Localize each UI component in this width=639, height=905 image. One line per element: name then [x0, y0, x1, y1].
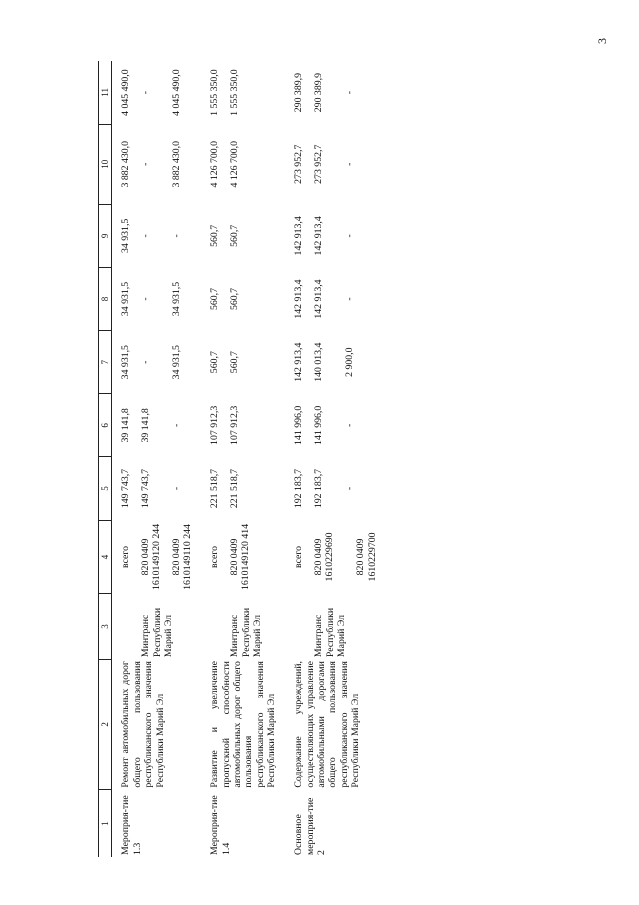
col-header: 1	[99, 790, 112, 857]
value: 142 913,4	[293, 342, 305, 382]
rotated-page	[98, 61, 528, 857]
col-header: 9	[99, 204, 112, 267]
value: 3 882 430,0	[171, 140, 183, 188]
measure-name: Ремонт автомобильных дорог общего пользования республиканского значения Республики Марий Эл	[120, 661, 166, 788]
value: 2 900,0	[344, 347, 356, 377]
value: 560,7	[228, 224, 240, 247]
measure-cell: Мероприя-тие 1.3	[120, 795, 143, 855]
value: 1 555 350,0	[209, 69, 221, 116]
header-row	[99, 61, 112, 857]
value: 3 882 430,0	[120, 140, 132, 188]
code-line: всего	[209, 545, 221, 568]
value: 142 913,4	[293, 216, 305, 256]
value: 4 045 490,0	[120, 69, 132, 116]
col-header: 4	[99, 520, 112, 594]
executor: Минтранс Республики Марий Эл	[229, 607, 263, 658]
value: -	[139, 90, 151, 95]
value: 4 126 700,0	[228, 140, 240, 188]
col-header: 8	[99, 267, 112, 330]
value: 34 931,5	[120, 345, 132, 380]
code-line: всего	[120, 545, 132, 568]
value: 142 913,4	[312, 216, 324, 256]
executor-cell	[195, 594, 279, 659]
value: 34 931,5	[171, 281, 183, 317]
value: -	[344, 234, 356, 238]
code-line: 820 0409 1610149110 244	[170, 524, 193, 590]
col-header: 2	[99, 659, 112, 790]
value: -	[139, 297, 151, 301]
value: -	[344, 297, 356, 301]
value-cell	[195, 457, 279, 520]
col-header: 5	[99, 457, 112, 520]
value: 39 141,8	[139, 408, 151, 443]
value: 560,7	[209, 224, 221, 247]
value-cell	[195, 204, 279, 267]
col-header: 6	[99, 394, 112, 457]
value: -	[344, 162, 356, 166]
value-cell	[112, 394, 195, 457]
value-cell	[195, 61, 279, 124]
code-cell	[112, 520, 195, 594]
value: 141 996,0	[293, 405, 305, 445]
value: 1 555 350,0	[228, 69, 240, 116]
value-cell	[279, 61, 380, 124]
value: 560,7	[209, 351, 221, 374]
value: 142 913,4	[293, 279, 305, 319]
value: 140 013,4	[312, 342, 324, 382]
value-cell	[112, 267, 195, 330]
code-line: всего	[293, 545, 305, 568]
value-cell	[112, 204, 195, 267]
page-number: 3	[595, 38, 609, 44]
value: 560,7	[209, 287, 221, 311]
value-cell	[112, 124, 195, 204]
value: 560,7	[228, 287, 240, 311]
value-cell	[279, 394, 380, 457]
value: 273 952,7	[293, 144, 305, 184]
value: -	[139, 162, 151, 166]
value: 290 389,9	[293, 73, 305, 113]
table-row	[112, 61, 195, 857]
value: 4 045 490,0	[171, 69, 183, 116]
value-cell	[279, 331, 380, 394]
value: 142 913,4	[312, 279, 324, 319]
value: 107 912,3	[228, 405, 240, 445]
executor: Минтранс Республики Марий Эл	[140, 607, 175, 658]
col-header: 10	[99, 124, 112, 204]
value: -	[139, 360, 151, 364]
measure-name: Развитие и увеличение пропускной способности автомобильных дорог общего пользования республиканского значения Республики Марий Эл	[209, 661, 278, 788]
col-header: 11	[99, 61, 112, 124]
code-line: 820 0409 1610149120 414	[228, 523, 251, 591]
executor-cell	[112, 594, 195, 659]
value: 192 183,7	[312, 468, 324, 509]
value: 107 912,3	[209, 405, 221, 445]
value: 221 518,7	[209, 468, 221, 509]
value-cell	[279, 204, 380, 267]
value-cell	[112, 61, 195, 124]
col-header: 7	[99, 331, 112, 394]
measure-name: Содержание учреждений, осуществляющих управление автомобильными дорогами общего пользования республиканского значения Республики Марий Эл	[293, 661, 362, 788]
value: 34 931,5	[171, 345, 183, 380]
value-cell	[112, 457, 195, 520]
value: -	[171, 486, 183, 491]
value: 192 183,7	[293, 468, 305, 509]
value: 221 518,7	[228, 468, 240, 509]
value: -	[139, 234, 151, 238]
col-header: 3	[99, 594, 112, 659]
measure-cell: Основное мероприя-тие 2	[293, 797, 328, 855]
value: 34 931,5	[120, 218, 132, 253]
value-cell	[112, 331, 195, 394]
value: 34 931,5	[120, 281, 132, 317]
value: 39 141,8	[120, 408, 132, 443]
budget-table	[98, 61, 380, 857]
value: -	[171, 423, 183, 427]
measure-cell: Мероприя-тие 1.4	[209, 795, 232, 855]
table-row	[279, 61, 380, 857]
value: 290 389,9	[312, 73, 324, 113]
value: 149 743,7	[139, 468, 151, 509]
value: 4 126 700,0	[209, 140, 221, 188]
value-cell	[279, 457, 380, 520]
code-line: 820 0409 1610229700	[355, 532, 378, 582]
value: -	[344, 486, 356, 491]
value-cell	[195, 124, 279, 204]
table-row	[195, 61, 279, 857]
value-cell	[195, 394, 279, 457]
value-cell	[195, 331, 279, 394]
code-line: 820 0409 1610229690	[312, 532, 336, 582]
value: -	[344, 423, 356, 427]
executor-cell	[279, 594, 380, 659]
value: 141 996,0	[312, 405, 324, 445]
value: -	[171, 234, 183, 238]
code-cell	[279, 520, 380, 594]
value: 273 952,7	[312, 144, 324, 184]
code-cell	[195, 520, 279, 594]
value: -	[344, 90, 356, 95]
value-cell	[195, 267, 279, 330]
value: 560,7	[228, 351, 240, 374]
value: 149 743,7	[120, 468, 132, 509]
executor: Минтранс Республики Марий Эл	[313, 607, 348, 658]
code-line: 820 0409 1610149120 244	[139, 523, 163, 591]
value-cell	[279, 267, 380, 330]
value-cell	[279, 124, 380, 204]
